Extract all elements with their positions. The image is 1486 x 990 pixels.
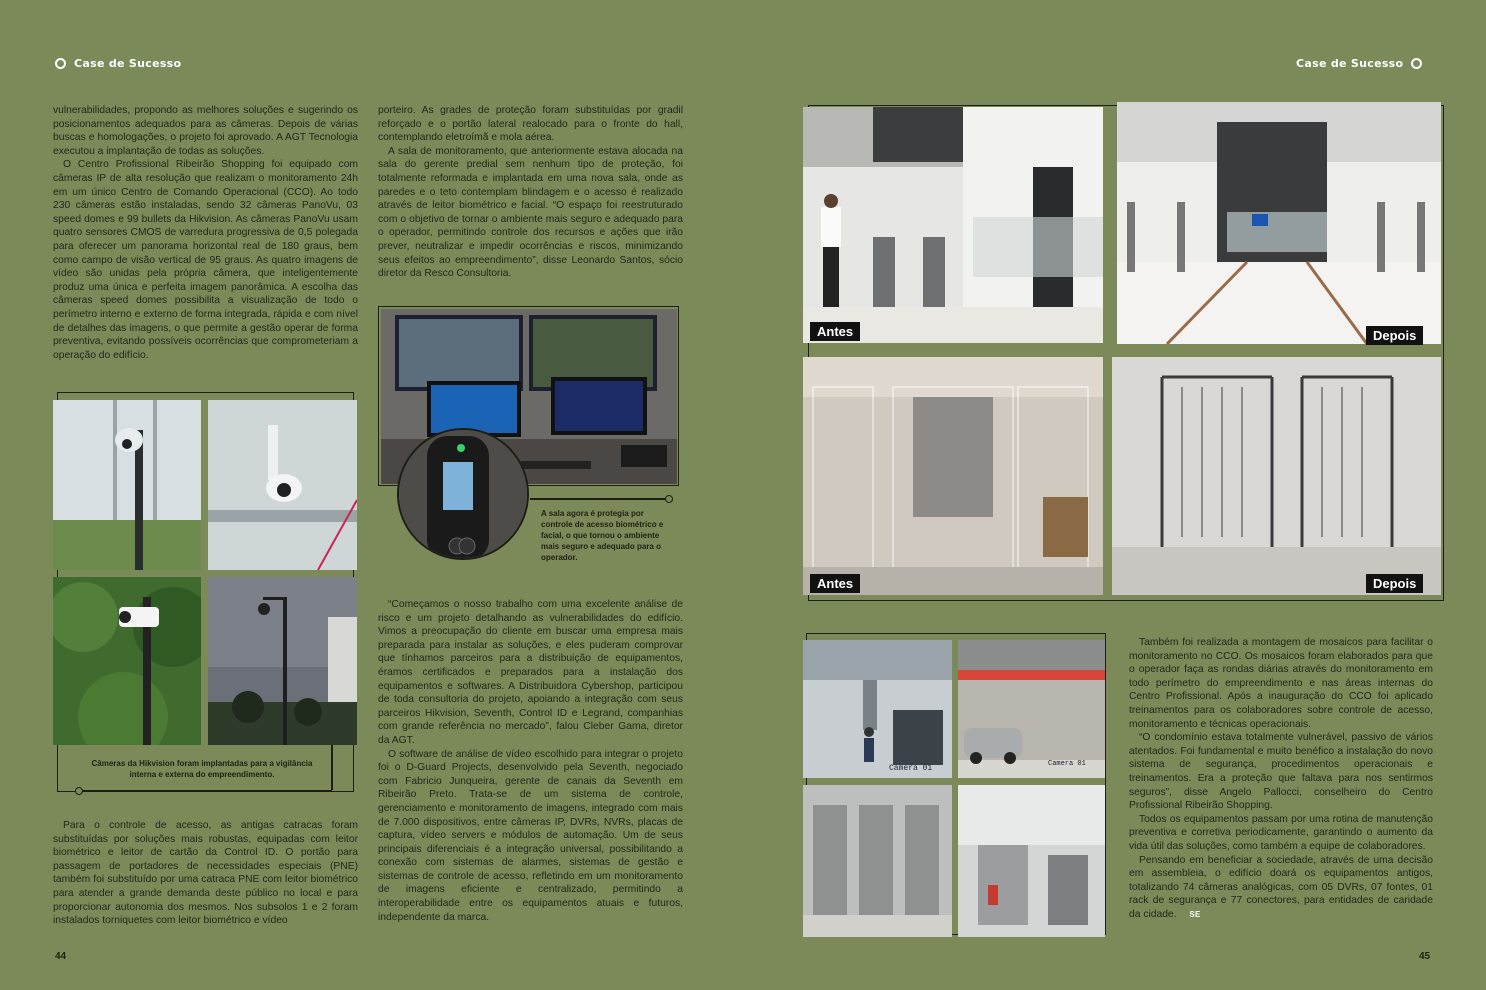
caption-dot	[75, 787, 83, 795]
caption-leader-line	[82, 790, 332, 792]
caption-dot	[665, 495, 673, 503]
before-label: Antes	[810, 322, 860, 341]
paragraph: Para o controle de acesso, as antigas catracas foram substituídas por soluções mais robustas, equipadas com leitor biométrico e leitor de cartão da Control ID. O portão para passagem de portadores de necessidades especiais (PNE) também foi substituído por uma catraca PNE com leitor biométrico para atender a grande demanda deste público no local e para proporcionar autonomia dos mesmos. Nos subsolos 1 e 2 foram instalados torniquetes com leitor biométrico e vídeo	[53, 820, 358, 927]
paragraph: Todos os equipamentos passam por uma rotina de manutenção preventiva e corretiva periodicamente, garantindo o aumento da vida útil das soluções, como também a equipe de colaboradores.	[1129, 813, 1433, 852]
paragraph: “O condomínio estava totalmente vulnerável, passivo de vários atentados. Foi fundamental e muito benéfico a instalação do novo sistema de segurança, procedimentos operacionais e treinamentos. Era a proteção que faltava para nos sentirmos seguros”, disse Angelo Pallocci, conselheiro do Centro Profissional Ribeirão Shopping.	[1129, 732, 1433, 812]
camera-photo-ceiling-dome	[208, 400, 357, 570]
caption-leader-line	[331, 745, 333, 790]
cctv-view-lobby	[803, 640, 952, 778]
cctv-view-elevators	[803, 785, 952, 937]
col4-text	[1129, 636, 1433, 921]
paragraph: vulnerabilidades, propondo as melhores soluções e sugerindo os posicionamentos adequados para as câmeras. Depois de várias buscas e homologações, o projeto foi aprovado. A AGT Tecnologia executou a implantação de todas as soluções.	[53, 105, 358, 157]
page-number-right: 45	[1419, 951, 1431, 962]
lobby-after-photo	[1117, 102, 1441, 344]
paragraph: O Centro Profissional Ribeirão Shopping foi equipado com câmeras IP de alta resolução que realizam o monitoramento 24h em um único Centro de Comando Operacional (CCO). Ao todo 230 câmeras estão instaladas, sendo 32 câmeras PanoVu, 03 speed domes e 99 bullets da Hikvision. As câmeras PanoVu usam quatro sensores CMOS de varredura progressiva de 0,5 polegada para oferecer um panorama horizontal real de 180 graus, bem como campo de visão vertical de 95 graus. As quatro imagens de vídeo são unidas pela própria câmera, que inteligentemente produz uma única e perfeita imagem panorâmica. A escolha das câmeras speed domes possibilita a visualização de todo o perímetro interno e externo de forma integrada, rápida e com nível de detalhes das imagens, o que permite a gestão operar de forma preventiva, evitando possíveis ocorrências que comprometeriam a operação do edifício.	[53, 159, 358, 361]
paragraph: “Começamos o nosso trabalho com uma excelente análise de risco e um projeto detalhando as vulnerabilidades do edifício. Vimos a preocupação do cliente em buscar uma empresa mais preparada para instalar as soluções, e eles puderam comprovar que tínhamos parceiros para a distribuição de equipamentos, éramos certificados e preparados para a instalação dos equipamentos e softwares. A Distribuidora Cybershop, participou de toda consultoria do projeto, apoiando a integração com seus parceiros Hikvision, Seventh, Control ID e Legrand, companhias com grande referência no mercado”, falou Cleber Gama, diretor da AGT.	[378, 599, 683, 746]
biometric-reader-photo	[397, 428, 529, 560]
camera-label: Camera 01	[889, 764, 933, 773]
circle-icon	[1411, 58, 1422, 69]
paragraph	[1129, 854, 1433, 922]
circle-icon	[55, 58, 66, 69]
end-mark: SE	[1189, 909, 1201, 919]
right-header	[1296, 55, 1422, 71]
gate-after-photo	[1112, 357, 1441, 595]
col1-top-text	[53, 104, 358, 362]
col1-bottom-text	[53, 819, 358, 928]
paragraph: porteiro. As grades de proteção foram substituídas por gradil reforçado e o portão lateral realocado para o fronte do hall, contemplando eletroímã e mola aérea.	[378, 105, 683, 144]
camera-photo-dome-pole	[53, 400, 201, 570]
camera-photo-speed-dome-pole	[208, 577, 357, 745]
col2-top-text	[378, 104, 683, 281]
right-header-title: Case de Sucesso	[1296, 56, 1404, 70]
after-label: Depois	[1366, 326, 1423, 345]
paragraph-text: Pensando em beneficiar a sociedade, através de uma decisão em assembleia, o edifício doará os equipamentos antigos, totalizando 74 câmeras analógicas, com 05 DVRs, 07 fontes, 01 rack de segurança e 77 conectores, para entidades de caridade da cidade.	[1129, 854, 1433, 920]
col2-bottom-text	[378, 598, 683, 924]
before-label: Antes	[810, 574, 860, 593]
paragraph: Também foi realizada a montagem de mosaicos para facilitar o monitoramento no CCO. Os mosaicos foram elaborados para que o operador faça as rondas diárias através do monitoramento em todo perímetro do empreendimento e nas áreas internas do Centro Profissional. Após a inauguração do CCO foi aplicado treinamentos para os colaboradores sobre controle de acesso, monitoramento e técnicas operacionais.	[1129, 637, 1433, 730]
gate-before-photo	[803, 357, 1103, 595]
room-caption: A sala agora é protegia por controle de acesso biométrico e facial, o que tornou o ambiente mais seguro e adequado para o operador.	[541, 509, 664, 562]
page-number-left: 44	[55, 951, 67, 962]
left-header	[55, 55, 181, 71]
paragraph: A sala de monitoramento, que anteriormente estava alocada na sala do gerente predial sem nenhum tipo de proteção, foi totalmente reformada e implantada em uma nova sala, onde as paredes e o teto contemplam blindagem e o acesso é realizado através de leitor biométrico e facial. “O espaço foi reestruturado com o objetivo de tornar o ambiente mais seguro e adequado para o operador, permitindo controle dos recursos e ações que irão prever, neutralizar e impedir ocorrências e riscos, minimizando seus efeitos ao empreendimento”, disse Leonardo Santos, sócio diretor da Resco Consultoria.	[378, 145, 683, 280]
caption-leader-line	[530, 498, 668, 500]
cctv-view-parking	[958, 640, 1105, 778]
cameras-caption: Câmeras da Hikvision foram implantadas para a vigilância interna e externa do empreendimento.	[91, 759, 313, 779]
left-header-title: Case de Sucesso	[74, 56, 182, 70]
after-label: Depois	[1366, 574, 1423, 593]
camera-label: Camera 01	[1048, 760, 1086, 768]
lobby-before-photo	[803, 107, 1103, 343]
cctv-view-corridor	[958, 785, 1105, 937]
camera-photo-bullet-garden	[53, 577, 201, 745]
paragraph: O software de análise de vídeo escolhido para integrar o projeto foi o D-Guard Projects, desenvolvido pela Seventh, negociado com Fabricio Junqueira, gerente de canais da Seventh em Ribeirão Preto. Trata-se de um sistema de controle, gerenciamento e monitoramento de imagens, integrado com mais de 7.000 dispositivos, entre câmeras IP, DVRs, NVRs, placas de captura, vídeo servers e módulos de automação. Um de seus principais diferenciais é a integração universal, possibilitando a conexão com sistemas de alarmes, sistemas de gestão e sistemas de controle de acesso, refletindo em um monitoramento de imagens eficiente e centralizado, permitindo a interoperabilidade entre os equipamentos atuais e futuros, independente da marca.	[378, 748, 683, 923]
